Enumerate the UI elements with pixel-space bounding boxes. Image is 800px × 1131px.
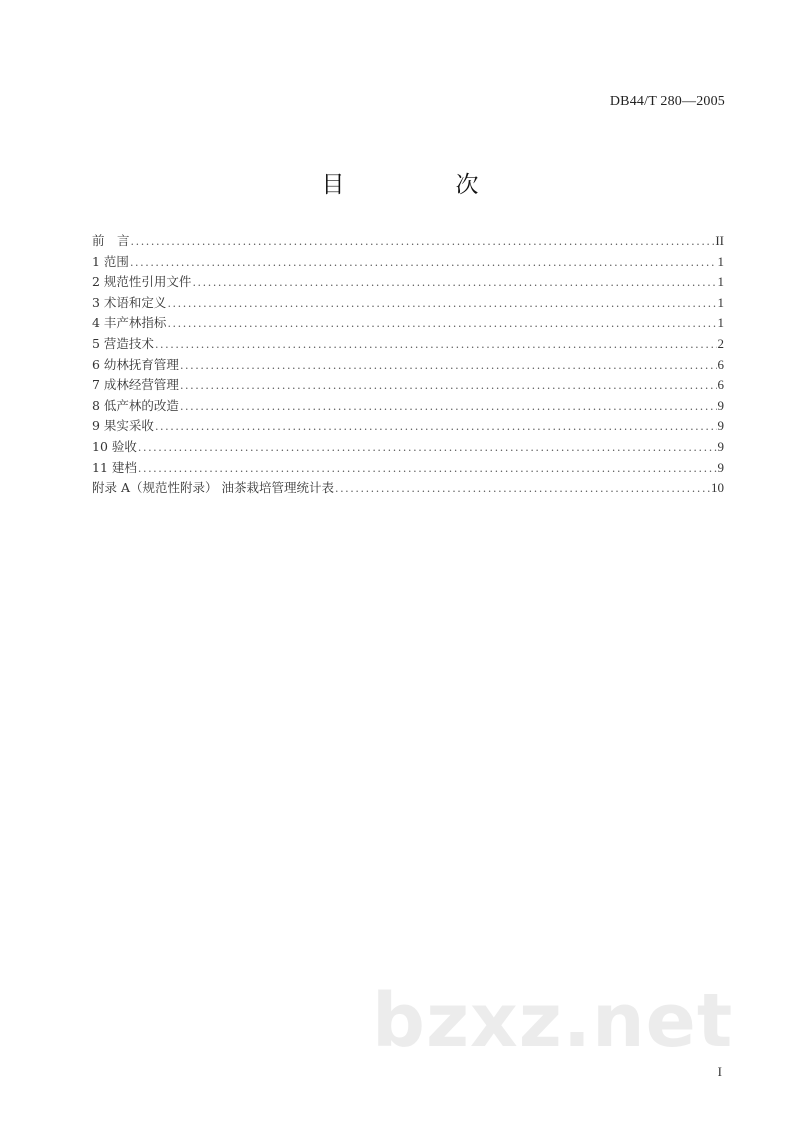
toc-entry-page: 1 xyxy=(717,253,724,269)
toc-dot-leader xyxy=(335,479,710,499)
toc-dot-leader xyxy=(131,232,715,252)
toc-list xyxy=(92,231,724,499)
toc-entry-page: 6 xyxy=(717,356,724,372)
page-number: I xyxy=(717,1064,722,1079)
toc-entry-page: 6 xyxy=(717,377,724,393)
toc-entry-record-keeping[interactable] xyxy=(92,458,724,479)
toc-entry-young-forest-management[interactable] xyxy=(92,355,724,376)
toc-entry-normative-references[interactable] xyxy=(92,272,724,293)
toc-entry-label: 附录 A（规范性附录） 油茶栽培管理统计表 xyxy=(92,480,334,496)
toc-entry-label: 2 规范性引用文件 xyxy=(92,274,192,290)
toc-entry-high-yield-indicators[interactable] xyxy=(92,313,724,334)
toc-entry-label: 8 低产林的改造 xyxy=(92,397,179,413)
toc-dot-leader xyxy=(167,294,716,314)
toc-title: 目 次 xyxy=(321,172,523,198)
toc-entry-mature-forest-management[interactable] xyxy=(92,375,724,396)
toc-entry-fruit-harvest[interactable] xyxy=(92,416,724,437)
toc-entry-label: 1 范围 xyxy=(92,253,129,269)
toc-entry-page: 1 xyxy=(717,274,724,290)
toc-entry-preface[interactable] xyxy=(92,231,724,252)
toc-entry-label: 11 建档 xyxy=(92,459,137,475)
toc-dot-leader xyxy=(180,376,717,396)
toc-entry-acceptance[interactable] xyxy=(92,437,724,458)
toc-dot-leader xyxy=(155,417,717,437)
document-code: DB44/T 280—2005 xyxy=(609,94,725,109)
toc-entry-label: 3 术语和定义 xyxy=(92,294,167,310)
toc-entry-label: 5 营造技术 xyxy=(92,335,154,351)
toc-entry-cultivation-techniques[interactable] xyxy=(92,334,724,355)
toc-entry-label: 4 丰产林指标 xyxy=(92,315,167,331)
toc-entry-low-yield-improvement[interactable] xyxy=(92,396,724,417)
toc-entry-label: 9 果实采收 xyxy=(92,418,154,434)
toc-dot-leader xyxy=(192,273,716,293)
toc-dot-leader xyxy=(180,397,717,417)
toc-dot-leader xyxy=(138,438,717,458)
watermark: bzxz.net xyxy=(372,978,734,1064)
toc-entry-label: 7 成林经营管理 xyxy=(92,377,179,393)
toc-entry-label: 前 言 xyxy=(92,233,130,248)
toc-entry-page: 9 xyxy=(717,438,724,454)
toc-dot-leader xyxy=(130,253,717,273)
toc-entry-page: 9 xyxy=(717,397,724,413)
toc-entry-page: 2 xyxy=(717,335,724,351)
toc-entry-page: 10 xyxy=(711,480,724,496)
toc-entry-page: 1 xyxy=(717,294,724,310)
toc-entry-label: 6 幼林抚育管理 xyxy=(92,356,179,372)
toc-dot-leader xyxy=(155,335,717,355)
toc-dot-leader xyxy=(167,314,716,334)
toc-entry-page: 1 xyxy=(717,315,724,331)
toc-entry-terms-definitions[interactable] xyxy=(92,293,724,314)
toc-entry-page: II xyxy=(715,233,724,248)
toc-entry-page: 9 xyxy=(717,418,724,434)
toc-dot-leader xyxy=(180,356,717,376)
toc-dot-leader xyxy=(138,459,717,479)
toc-entry-scope[interactable] xyxy=(92,252,724,273)
toc-entry-appendix-a[interactable] xyxy=(92,478,724,499)
toc-entry-label: 10 验收 xyxy=(92,438,137,454)
toc-entry-page: 9 xyxy=(717,459,724,475)
